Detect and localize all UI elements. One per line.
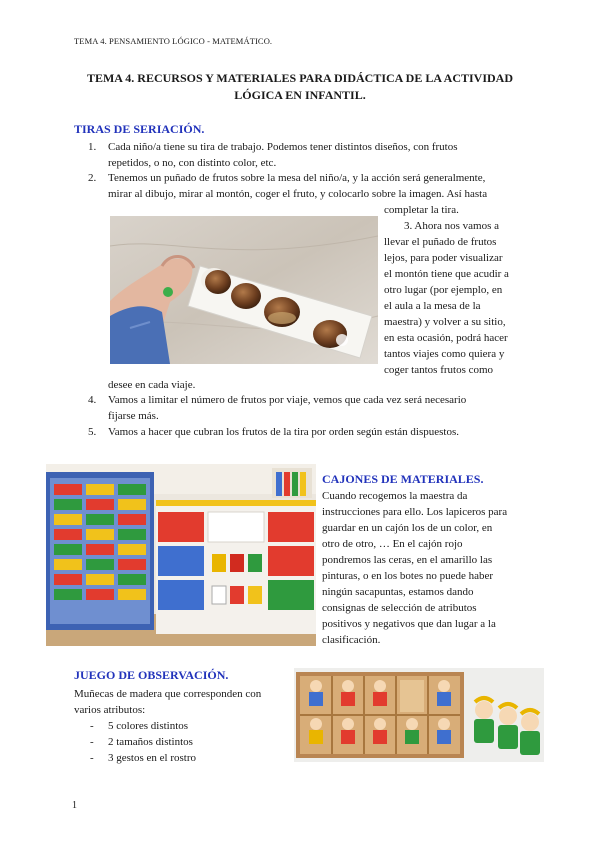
text-line: otro de otro, … En el cajón rojo <box>322 538 463 550</box>
text-line: coger tantos frutos como <box>384 364 494 376</box>
list-item-text: 2 tamaños distintos <box>108 736 193 748</box>
wooden-dolls-photo <box>294 668 544 762</box>
text-line: el aula a la mesa de la <box>384 300 481 312</box>
text-line: lejos, para poder visualizar <box>384 252 503 264</box>
section-heading-tiras: TIRAS DE SERIACIÓN. <box>74 122 205 136</box>
list-dash: - <box>90 736 94 748</box>
text-line: Cuando recogemos la maestra da <box>322 490 468 502</box>
storage-drawers-photo <box>46 464 316 646</box>
text-line: ningún sacapuntas, estamos dando <box>322 586 474 598</box>
list-item-text: 5 colores distintos <box>108 720 189 732</box>
list-item-text: 3 gestos en el rostro <box>108 752 196 764</box>
text-line: clasificación. <box>322 634 381 646</box>
text-line: el montón tiene que acudir a <box>384 268 509 280</box>
text-line: guardar en un cajón los de un color, en <box>322 522 493 534</box>
text-line: completar la tira. <box>384 204 459 216</box>
attribute-list <box>90 718 290 766</box>
text-line: tantos viajes como quiera y <box>384 348 505 360</box>
text-line: pondremos las ceras, en el amarillo las <box>322 554 493 566</box>
list-item <box>90 750 290 766</box>
text-line: Vamos a hacer que cubran los frutos de la tira por orden según están dispuestos. <box>108 426 459 438</box>
document-title <box>70 70 530 104</box>
list-number: 2. <box>88 172 97 184</box>
list-number: 1. <box>88 141 97 153</box>
text-line: Muñecas de madera que corresponden con <box>74 688 262 700</box>
text-line: 3. Ahora nos vamos a <box>404 220 500 232</box>
text-line: instrucciones para ello. Los lapiceros para <box>322 506 508 518</box>
text-line: en esta ocasión, podrá hacer <box>384 332 508 344</box>
text-line: pinturas, o en los botes no puede haber <box>322 570 494 582</box>
section-heading-cajones: CAJONES DE MATERIALES. <box>322 472 484 486</box>
text-line: Vamos a limitar el número de frutos por viaje, vemos que cada vez será necesario <box>108 394 467 406</box>
list-item <box>90 734 290 750</box>
text-line: maestra) y volver a su sitio, <box>384 316 506 328</box>
seriation-strip-photo <box>110 216 378 364</box>
title-line-2: LÓGICA EN INFANTIL. <box>234 88 366 102</box>
text-line: Cada niño/a tiene su tira de trabajo. Podemos tener distintos diseños, con frutos <box>108 141 458 153</box>
list-dash: - <box>90 720 94 732</box>
wooden-dolls-illustration <box>294 668 544 762</box>
juego-paragraph <box>74 686 294 718</box>
running-header: TEMA 4. PENSAMIENTO LÓGICO - MATEMÁTICO. <box>74 36 273 46</box>
list-item <box>90 718 290 734</box>
text-line: mirar al dibujo, mirar al montón, coger el fruto, y colocarlo sobre la imagen. Así hasta <box>108 188 488 200</box>
section-heading-juego: JUEGO DE OBSERVACIÓN. <box>74 668 229 682</box>
text-line: llevar el puñado de frutos <box>384 236 497 248</box>
list-number: 5. <box>88 426 97 438</box>
text-line: varios atributos: <box>74 704 146 716</box>
text-line: consignas de selección de atributos <box>322 602 477 614</box>
text-line: desee en cada viaje. <box>108 379 196 391</box>
list-dash: - <box>90 752 94 764</box>
text-line: fijarse más. <box>108 410 159 422</box>
list-number: 4. <box>88 394 97 406</box>
storage-drawers-illustration <box>46 464 316 646</box>
cajones-paragraph <box>322 488 528 648</box>
title-line-1: TEMA 4. RECURSOS Y MATERIALES PARA DIDÁCTICA DE LA ACTIVIDAD <box>86 71 514 85</box>
list-item-3 <box>384 218 534 378</box>
page-number: 1 <box>72 800 77 811</box>
seriation-strip-illustration <box>110 216 378 364</box>
text-line: repetidos, o no, con distinto color, etc. <box>108 157 277 169</box>
text-line: positivos y negativos que dan lugar a la <box>322 618 496 630</box>
text-line: Tenemos un puñado de frutos sobre la mesa del niño/a, y la acción será generalmente, <box>108 172 486 184</box>
text-line: otro lugar (por ejemplo, en <box>384 284 503 296</box>
